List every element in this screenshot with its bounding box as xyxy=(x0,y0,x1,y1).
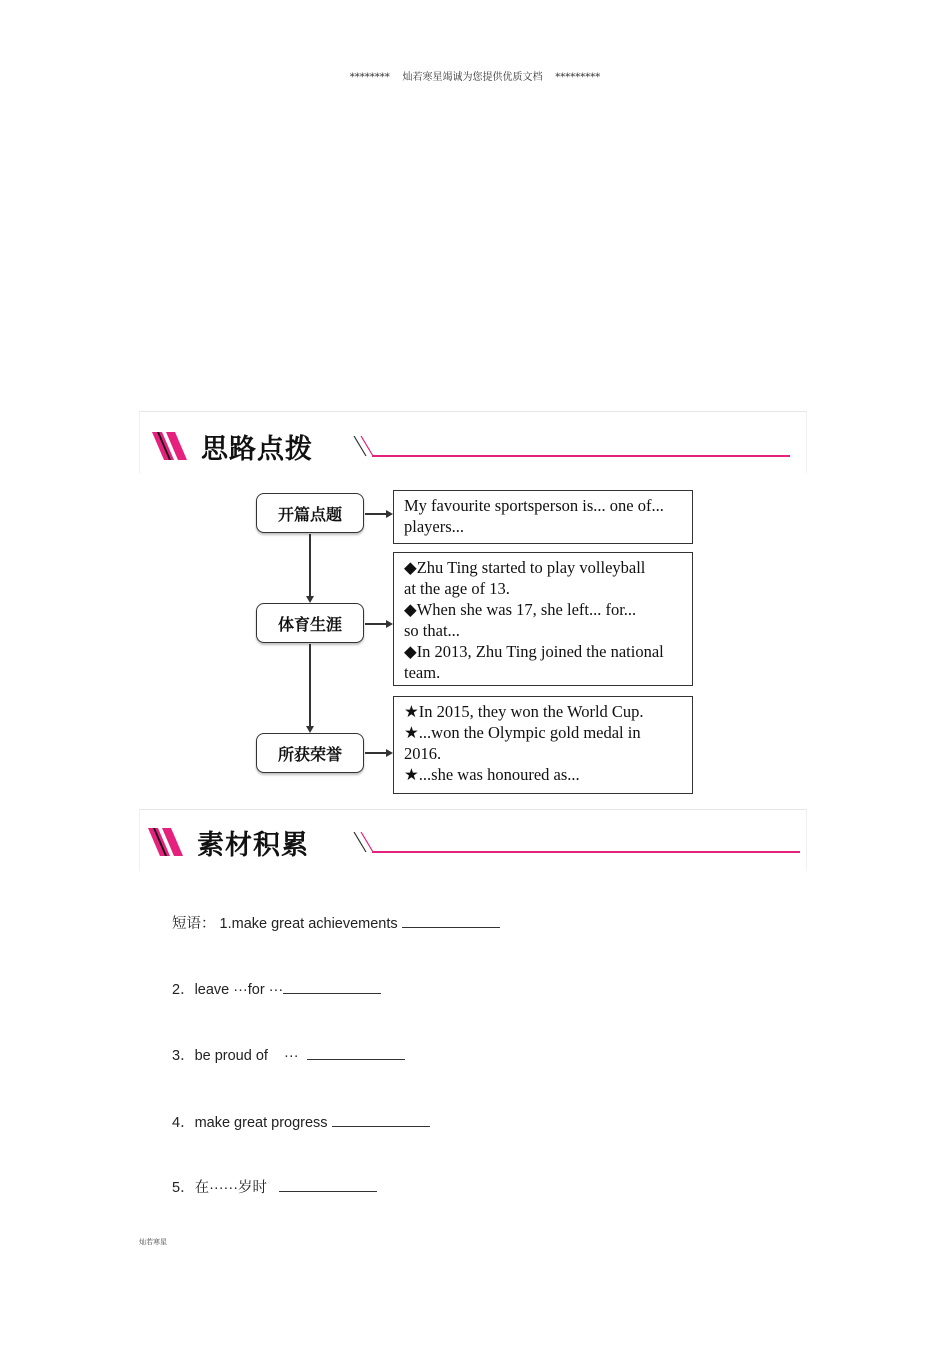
phrase-item-1 xyxy=(172,912,500,933)
connector-1-2 xyxy=(309,534,311,596)
node-honours: 所获荣誉 xyxy=(256,733,364,773)
section-title-2: 素材积累 xyxy=(197,830,309,861)
box-opening-line: My favourite sportsperson is... one of... xyxy=(404,496,664,515)
page-header xyxy=(0,68,950,83)
arrow-down-icon xyxy=(306,596,314,603)
header-right-stars: ********* xyxy=(555,72,601,83)
arrow-right-icon xyxy=(386,510,393,518)
phrase-text: 1.make great achievements xyxy=(219,916,398,932)
box-honours-line: ★...won the Olympic gold medal in xyxy=(404,723,641,742)
section-title-1: 思路点拨 xyxy=(201,434,313,465)
phrase-text: 4．make great progress xyxy=(172,1115,328,1131)
banner-slash-icon xyxy=(146,826,188,858)
box-career-line: ◆Zhu Ting started to play volleyball xyxy=(404,558,646,577)
answer-blank[interactable] xyxy=(283,981,381,994)
box-career xyxy=(393,552,693,686)
connector-node2-box2 xyxy=(365,623,387,625)
arrow-right-icon xyxy=(386,620,393,628)
box-career-line: at the age of 13. xyxy=(404,579,510,598)
node-opening: 开篇点题 xyxy=(256,493,364,533)
node-career: 体育生涯 xyxy=(256,603,364,643)
answer-blank[interactable] xyxy=(402,915,500,928)
answer-blank[interactable] xyxy=(307,1047,405,1060)
box-career-line: ◆In 2013, Zhu Ting joined the national xyxy=(404,642,664,661)
header-text: 灿若寒星竭诚为您提供优质文档 xyxy=(402,72,543,83)
box-honours-line: 2016. xyxy=(404,744,442,763)
box-career-line: so that... xyxy=(404,621,460,640)
page-footer: 灿若寒星 xyxy=(139,1238,167,1246)
header-left-stars: ******** xyxy=(349,72,390,83)
box-career-line: team. xyxy=(404,663,441,682)
phrase-item-5 xyxy=(172,1176,377,1197)
phrase-label: 短语： xyxy=(172,916,216,932)
box-honours xyxy=(393,696,693,794)
phrase-item-4 xyxy=(172,1111,430,1132)
box-honours-line: ★...she was honoured as... xyxy=(404,765,580,784)
box-honours-line: ★In 2015, they won the World Cup. xyxy=(404,702,644,721)
banner-underline-2 xyxy=(372,851,800,853)
box-opening xyxy=(393,490,693,544)
answer-blank[interactable] xyxy=(279,1179,377,1192)
phrase-text: 3．be proud of ··· xyxy=(172,1048,299,1064)
answer-blank[interactable] xyxy=(332,1114,430,1127)
banner-underline-1 xyxy=(372,455,790,457)
banner-slash-icon xyxy=(150,430,192,462)
box-opening-line: players... xyxy=(404,517,465,536)
connector-node3-box3 xyxy=(365,752,387,754)
arrow-down-icon xyxy=(306,726,314,733)
phrase-item-2 xyxy=(172,978,381,999)
box-career-line: ◆When she was 17, she left... for... xyxy=(404,600,637,619)
connector-node1-box1 xyxy=(365,513,387,515)
arrow-right-icon xyxy=(386,749,393,757)
phrase-text: 5．在······岁时 xyxy=(172,1180,268,1196)
phrase-text: 2．leave ···for ··· xyxy=(172,982,284,998)
connector-2-3 xyxy=(309,644,311,726)
phrase-item-3 xyxy=(172,1044,405,1065)
